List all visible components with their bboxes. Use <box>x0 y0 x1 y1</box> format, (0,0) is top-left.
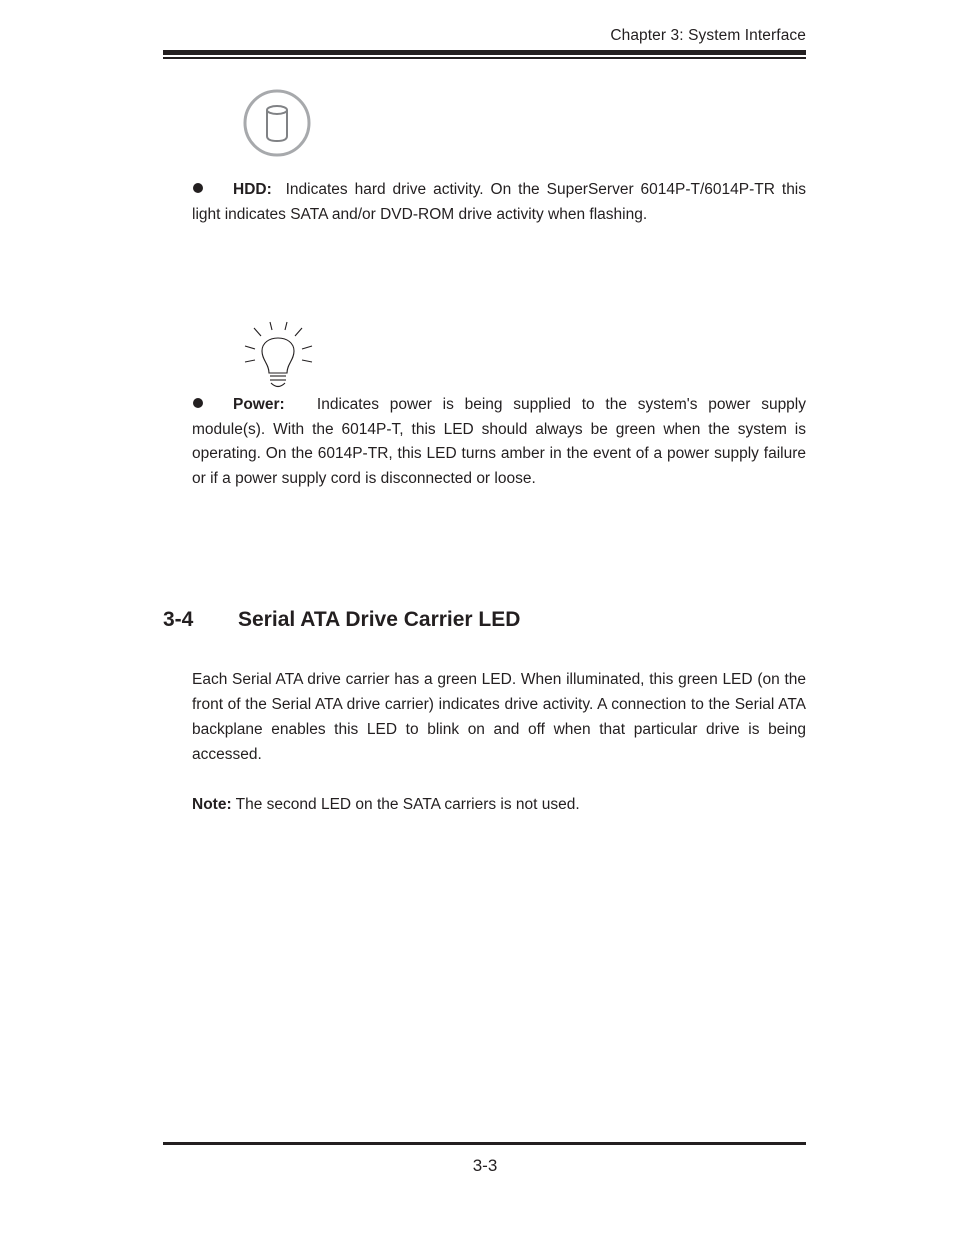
header-rule-thin <box>163 57 806 59</box>
note-text: The second LED on the SATA carriers is not used. <box>235 796 580 813</box>
light-bulb-icon <box>240 318 318 399</box>
hdd-label: HDD: <box>233 181 272 198</box>
chapter-header: Chapter 3: System Interface <box>610 27 806 44</box>
hdd-description: Indicates hard drive activity. On the SuperServer 6014P-T/6014P-TR this light indicates SATA and/or DVD-ROM drive activity when flashing. <box>192 181 807 223</box>
header-rule-thick <box>163 50 806 55</box>
bullet-dot <box>193 398 203 408</box>
hard-drive-icon <box>242 88 312 163</box>
page-number: 3-3 <box>472 1156 498 1175</box>
bullet-dot <box>193 183 203 193</box>
section-paragraph: Each Serial ATA drive carrier has a green LED. When illuminated, this green LED (on the front of the Serial ATA drive carrier) indicates drive activity. A connection to the Serial ATA backplane enables this LED to blink on and off when that particular drive is being accessed. <box>192 671 806 763</box>
note-label: Note: <box>192 796 232 813</box>
section-heading <box>163 608 520 632</box>
section-title: Serial ATA Drive Carrier LED <box>238 608 521 631</box>
power-label: Power: <box>233 396 285 413</box>
power-item <box>192 393 806 492</box>
section-number: 3-4 <box>163 608 194 631</box>
power-description: Indicates power is being supplied to the system's power supply module(s). With the 6014P-T, this LED should always be green when the system is operating. On the 6014P-TR, this LED turns amber in the event of a power supply failure or if a power supply cord is disconnected or loose. <box>192 396 806 488</box>
footer-rule <box>163 1142 806 1145</box>
hdd-item <box>192 178 806 227</box>
note <box>192 792 806 817</box>
